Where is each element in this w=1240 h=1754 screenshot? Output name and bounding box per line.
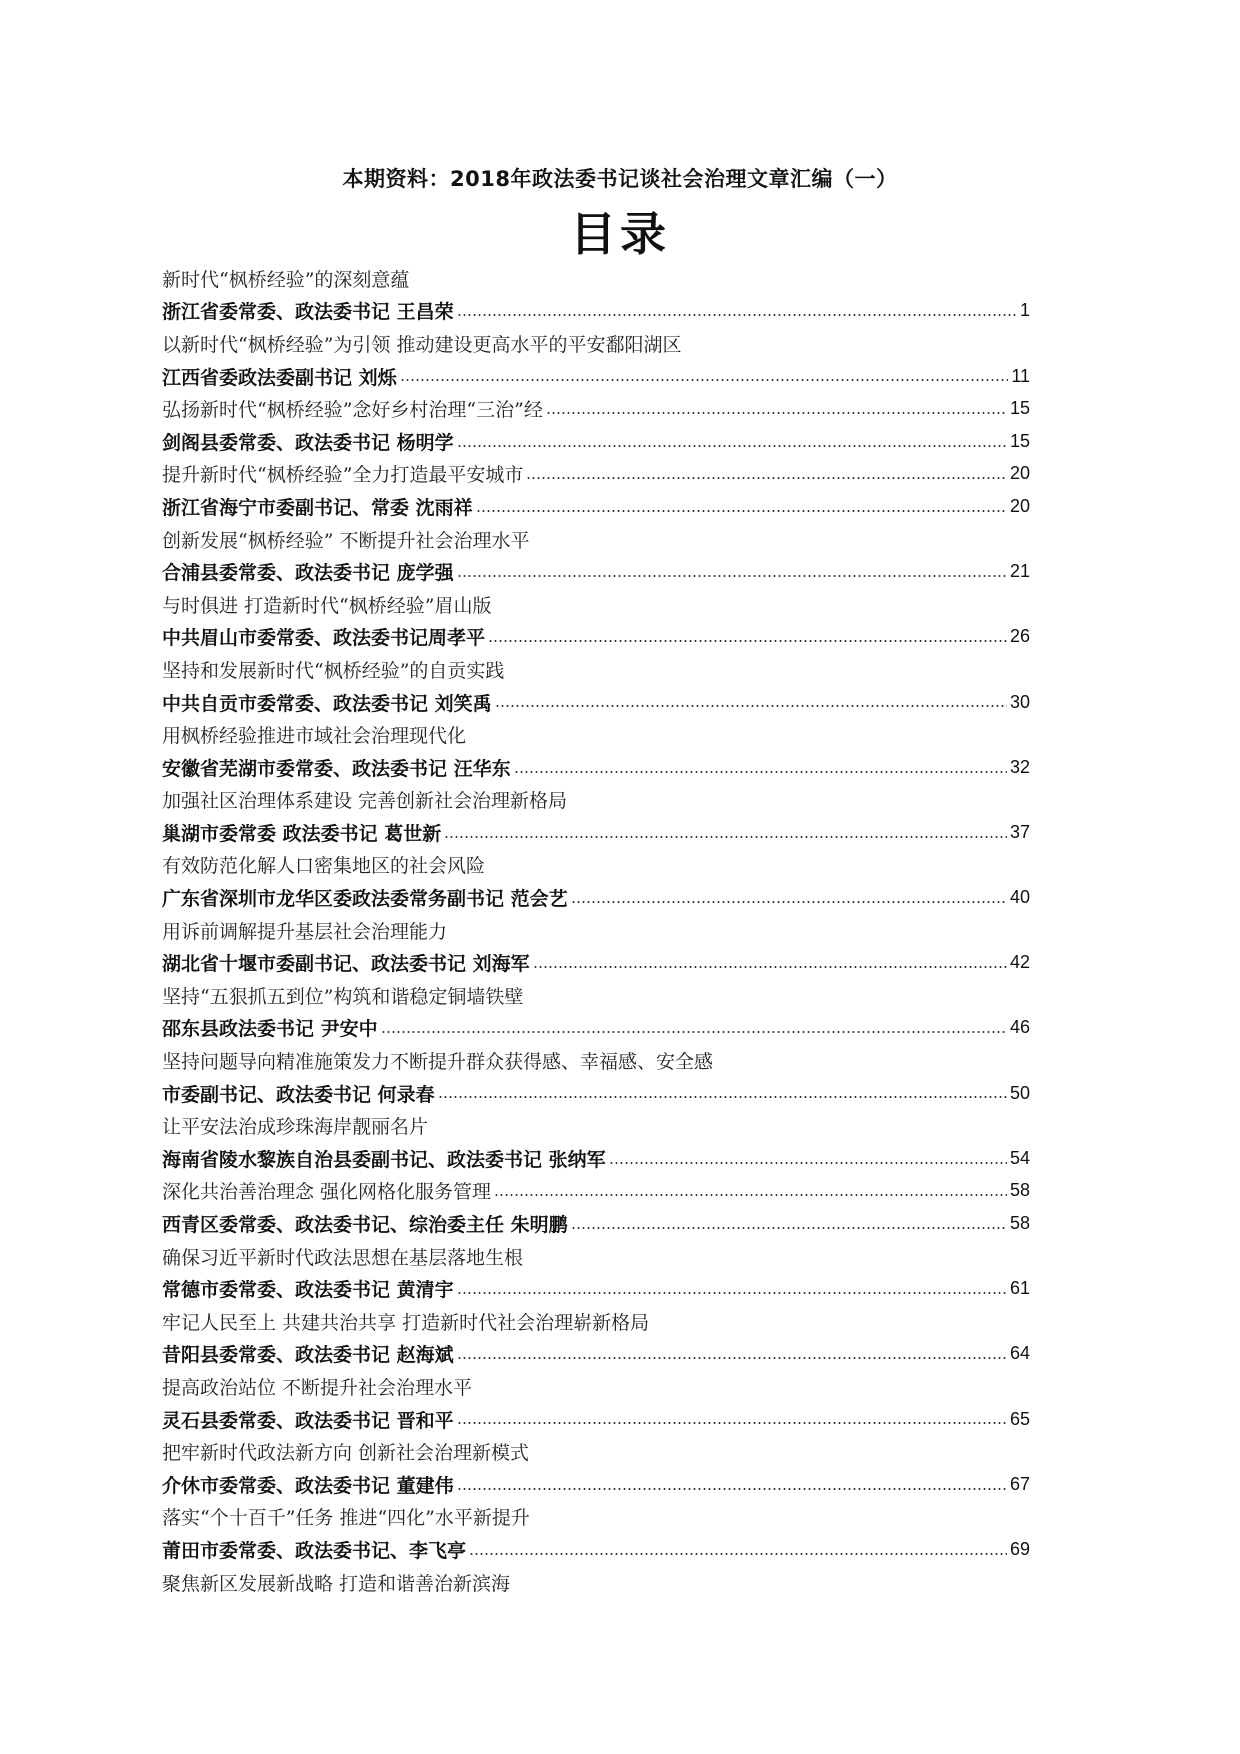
toc-article-title: 坚持“五狠抓五到位”构筑和谐稳定铜墙铁壁 [162, 985, 524, 1008]
toc-page-number: 11 [1011, 365, 1030, 386]
toc-page-number: 30 [1009, 691, 1030, 712]
toc-article-title: 聚焦新区发展新战略 打造和谐善治新滨海 [162, 1572, 511, 1595]
toc-author-entry [162, 360, 1030, 393]
toc-author-text: 中共眉山市委常委、政法委书记周孝平 [162, 627, 486, 650]
toc-author-text: 莆田市委常委、政法委书记、李飞亭 [162, 1539, 467, 1562]
toc-article-title: 深化共治善治理念 强化网格化服务管理 [162, 1181, 492, 1204]
toc-page-number: 40 [1009, 887, 1030, 908]
toc-author-text: 浙江省海宁市委副书记、常委 沈雨祥 [162, 496, 473, 519]
toc-author-entry [162, 1338, 1030, 1371]
toc-article-entry [162, 849, 1030, 882]
toc-article-entry [162, 1566, 1030, 1599]
toc-author-text: 巢湖市委常委 政法委书记 葛世新 [162, 822, 442, 845]
toc-dot-leader [546, 411, 1007, 415]
toc-page-number: 21 [1009, 561, 1030, 582]
toc-article-entry [162, 327, 1030, 360]
toc-article-entry [162, 262, 1030, 295]
toc-page-number: 37 [1009, 821, 1030, 842]
toc-article-entry [162, 1435, 1030, 1468]
toc-author-entry [162, 621, 1030, 654]
toc-article-title: 加强社区治理体系建设 完善创新社会治理新格局 [162, 790, 568, 813]
toc-article-title: 把牢新时代政法新方向 创新社会治理新模式 [162, 1442, 530, 1465]
toc-article-entry [162, 1305, 1030, 1338]
toc-dot-leader [571, 900, 1007, 904]
toc-page-number: 26 [1009, 626, 1030, 647]
toc-author-text: 湖北省十堰市委副书记、政法委书记 刘海军 [162, 953, 530, 976]
toc-article-entry [162, 718, 1030, 751]
document-subtitle: 本期资料：2018年政法委书记谈社会治理文章汇编（一） [342, 167, 898, 191]
toc-article-entry [162, 784, 1030, 817]
toc-author-entry [162, 295, 1030, 328]
toc-dot-leader [457, 1356, 1007, 1360]
toc-dot-leader [476, 509, 1007, 513]
toc-author-entry [162, 1012, 1030, 1045]
toc-article-title: 用枫桥经验推进市域社会治理现代化 [162, 725, 467, 748]
toc-author-entry [162, 816, 1030, 849]
toc-article-title: 提高政治站位 不断提升社会治理水平 [162, 1376, 473, 1399]
toc-author-entry [162, 555, 1030, 588]
toc-author-entry [162, 490, 1030, 523]
toc-author-entry [162, 1207, 1030, 1240]
toc-author-entry [162, 1533, 1030, 1566]
toc-article-title: 坚持问题导向精准施策发力不断提升群众获得感、幸福感、安全感 [162, 1051, 714, 1074]
toc-dot-leader [533, 965, 1007, 969]
toc-article-entry [162, 979, 1030, 1012]
toc-article-entry [162, 1175, 1030, 1208]
toc-author-text: 灵石县委常委、政法委书记 晋和平 [162, 1409, 454, 1432]
toc-dot-leader [381, 1030, 1007, 1034]
toc-dot-leader [494, 1193, 1007, 1197]
toc-author-text: 中共自贡市委常委、政法委书记 刘笑禹 [162, 692, 492, 715]
toc-author-text: 市委副书记、政法委书记 何录春 [162, 1083, 435, 1106]
toc-author-entry [162, 1272, 1030, 1305]
toc-author-text: 剑阁县委常委、政法委书记 杨明学 [162, 431, 454, 454]
toc-dot-leader [488, 639, 1007, 643]
toc-author-text: 江西省委政法委副书记 刘烁 [162, 366, 397, 389]
toc-page-number: 58 [1009, 1213, 1030, 1234]
toc-article-entry [162, 1044, 1030, 1077]
toc-article-entry [162, 653, 1030, 686]
toc-article-title: 以新时代“枫桥经验”为引领 推动建设更高水平的平安鄱阳湖区 [162, 333, 682, 356]
page-title: 目录 [570, 207, 670, 261]
toc-article-entry [162, 392, 1030, 425]
toc-dot-leader [526, 476, 1007, 480]
toc-page-number: 42 [1009, 952, 1030, 973]
toc-article-title: 落实“个十百千”任务 推进“四化”水平新提升 [162, 1507, 530, 1530]
toc-article-title: 弘扬新时代“枫桥经验”念好乡村治理“三治”经 [162, 399, 543, 422]
toc-article-title: 让平安法治成珍珠海岸靓丽名片 [162, 1116, 429, 1139]
toc-dot-leader [457, 574, 1007, 578]
toc-page-number: 20 [1009, 495, 1030, 516]
toc-author-entry [162, 1142, 1030, 1175]
toc-author-text: 邵东县政法委书记 尹安中 [162, 1018, 378, 1041]
toc-article-title: 与时俱进 打造新时代“枫桥经验”眉山版 [162, 594, 492, 617]
toc-page-number: 67 [1009, 1473, 1030, 1494]
toc-author-text: 广东省深圳市龙华区委政法委常务副书记 范会艺 [162, 888, 568, 911]
toc-article-title: 新时代“枫桥经验”的深刻意蕴 [162, 268, 410, 291]
toc-article-entry [162, 523, 1030, 556]
toc-page-number: 65 [1009, 1408, 1030, 1429]
toc-page-number: 15 [1009, 398, 1030, 419]
toc-article-title: 坚持和发展新时代“枫桥经验”的自贡实践 [162, 659, 505, 682]
toc-author-text: 安徽省芜湖市委常委、政法委书记 汪华东 [162, 757, 511, 780]
toc-dot-leader [495, 704, 1007, 708]
toc-dot-leader [457, 1291, 1007, 1295]
toc-page-number: 61 [1009, 1278, 1030, 1299]
toc-page-number: 46 [1009, 1017, 1030, 1038]
toc-author-entry [162, 881, 1030, 914]
toc-author-text: 昔阳县委常委、政法委书记 赵海斌 [162, 1344, 454, 1367]
toc-article-entry [162, 1109, 1030, 1142]
toc-page-number: 1 [1019, 300, 1030, 321]
toc-page-number: 54 [1009, 1147, 1030, 1168]
toc-article-title: 确保习近平新时代政法思想在基层落地生根 [162, 1246, 524, 1269]
toc-author-text: 西青区委常委、政法委书记、综治委主任 朱明鹏 [162, 1214, 568, 1237]
toc-page-number: 50 [1009, 1082, 1030, 1103]
toc-article-title: 提升新时代“枫桥经验”全力打造最平安城市 [162, 464, 524, 487]
toc-page-number: 64 [1009, 1343, 1030, 1364]
toc-dot-leader [400, 378, 1009, 382]
toc-author-entry [162, 1403, 1030, 1436]
toc-author-text: 合浦县委常委、政法委书记 庞学强 [162, 562, 454, 585]
toc-page-number: 20 [1009, 463, 1030, 484]
toc-article-entry [162, 458, 1030, 491]
toc-page-number: 32 [1009, 756, 1030, 777]
toc-article-title: 牢记人民至上 共建共治共享 打造新时代社会治理崭新格局 [162, 1311, 650, 1334]
toc-author-text: 海南省陵水黎族自治县委副书记、政法委书记 张纳军 [162, 1148, 606, 1171]
toc-author-entry [162, 425, 1030, 458]
table-of-contents [162, 262, 1030, 1598]
toc-author-entry [162, 1077, 1030, 1110]
toc-dot-leader [609, 1161, 1007, 1165]
toc-page-number: 15 [1009, 430, 1030, 451]
toc-dot-leader [571, 1226, 1007, 1230]
toc-author-entry [162, 1468, 1030, 1501]
toc-page-number: 58 [1009, 1180, 1030, 1201]
toc-dot-leader [457, 444, 1007, 448]
toc-article-entry [162, 588, 1030, 621]
toc-dot-leader [457, 313, 1017, 317]
toc-dot-leader [469, 1552, 1007, 1556]
toc-dot-leader [457, 1421, 1007, 1425]
toc-author-entry [162, 751, 1030, 784]
toc-author-text: 浙江省委常委、政法委书记 王昌荣 [162, 301, 454, 324]
toc-article-entry [162, 1240, 1030, 1273]
toc-author-entry [162, 686, 1030, 719]
toc-article-title: 有效防范化解人口密集地区的社会风险 [162, 855, 486, 878]
toc-article-entry [162, 914, 1030, 947]
toc-author-entry [162, 946, 1030, 979]
toc-dot-leader [457, 1487, 1007, 1491]
toc-article-entry [162, 1501, 1030, 1534]
toc-dot-leader [514, 770, 1007, 774]
toc-article-title: 用诉前调解提升基层社会治理能力 [162, 920, 448, 943]
toc-article-title: 创新发展“枫桥经验” 不断提升社会治理水平 [162, 529, 530, 552]
toc-author-text: 介休市委常委、政法委书记 董建伟 [162, 1474, 454, 1497]
toc-article-entry [162, 1370, 1030, 1403]
toc-author-text: 常德市委常委、政法委书记 黄清宇 [162, 1279, 454, 1302]
toc-page-number: 69 [1009, 1538, 1030, 1559]
toc-dot-leader [444, 835, 1007, 839]
toc-dot-leader [438, 1095, 1007, 1099]
